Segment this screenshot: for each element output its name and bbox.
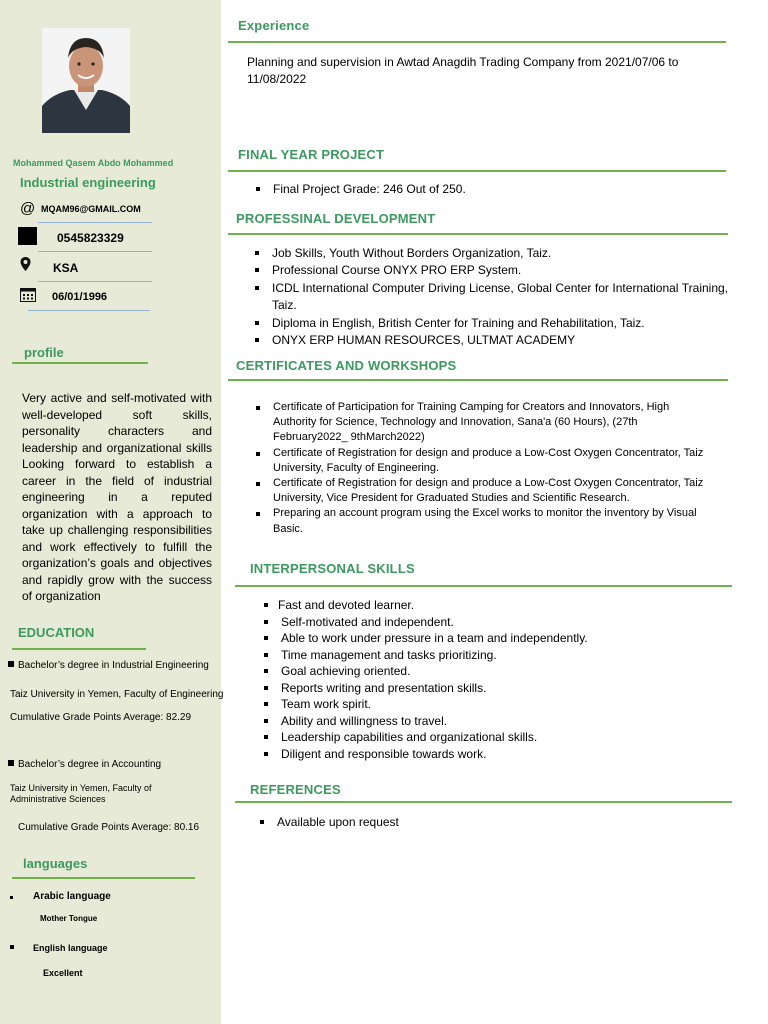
- skills-heading: INTERPERSONAL SKILLS: [250, 561, 415, 576]
- location-text: KSA: [53, 261, 79, 275]
- experience-text: Planning and supervision in Awtad Anagdih Trading Company from 2021/07/06 to 11/08/2022: [247, 55, 679, 86]
- square-bullet-icon: [8, 760, 14, 766]
- language-level: Excellent: [43, 968, 83, 978]
- cert-item: Preparing an account program using the Excel works to monitor the inventory by Visual Basic.: [247, 506, 715, 536]
- candidate-title: Industrial engineering: [20, 175, 156, 190]
- prodev-list: [246, 245, 728, 348]
- calendar-icon: [20, 287, 36, 302]
- language-level: Mother Tongue: [40, 914, 98, 923]
- education-gpa: Cumulative Grade Points Average: 80.16: [18, 822, 200, 833]
- profile-photo: [42, 28, 130, 133]
- project-rule: [228, 170, 726, 172]
- languages-heading: languages: [23, 856, 88, 871]
- prodev-rule: [228, 233, 728, 235]
- cert-item: Certificate of Participation for Training Camping for Creators and Innovators, High Authority for Science, Technology and Innovation, Sana'a (60 Hours), (27th February2022_ 9thMarch2022): [247, 400, 715, 446]
- education-degree: Bachelor’s degree in Accounting: [18, 759, 162, 770]
- prodev-item: ONYX ERP HUMAN RESOURCES, ULTMAT ACADEMY: [246, 332, 728, 349]
- project-list: [247, 181, 717, 198]
- skills-list: [255, 597, 725, 762]
- at-icon: @: [20, 200, 36, 217]
- languages-rule: [12, 877, 195, 879]
- cert-list: [247, 400, 715, 537]
- prodev-heading: PROFESSINAL DEVELOPMENT: [236, 211, 436, 226]
- skill-item: Leadership capabilities and organizational skills.: [255, 729, 725, 746]
- prodev-item: Professional Course ONYX PRO ERP System.: [246, 262, 728, 279]
- experience-rule: [228, 41, 726, 43]
- education-item: [8, 759, 220, 833]
- education-school: Taiz University in Yemen, Faculty of Administrative Sciences: [10, 783, 152, 804]
- references-heading: REFERENCES: [250, 782, 341, 797]
- references-rule: [235, 801, 732, 803]
- cert-heading: CERTIFICATES AND WORKSHOPS: [236, 358, 457, 373]
- prodev-item: ICDL International Computer Driving License, Global Center for International Training, Taiz.: [246, 280, 728, 313]
- education-item: [8, 660, 224, 723]
- project-heading: FINAL YEAR PROJECT: [238, 147, 385, 162]
- location-pin-icon: [20, 257, 31, 271]
- language-name: Arabic language: [33, 891, 111, 902]
- skills-rule: [235, 585, 732, 587]
- education-gpa: Cumulative Grade Points Average: 82.29: [10, 712, 192, 723]
- candidate-name: Mohammed Qasem Abdo Mohammed: [13, 158, 174, 168]
- reference-item: Available upon request: [251, 814, 721, 831]
- skill-item: Able to work under pressure in a team and independently.: [255, 630, 725, 647]
- project-item: Final Project Grade: 246 Out of 250.: [247, 181, 717, 198]
- references-list: [251, 814, 721, 831]
- square-bullet-icon: [8, 661, 14, 667]
- language-name: English language: [33, 943, 108, 953]
- email-text[interactable]: MQAM96@GMAIL.COM: [41, 204, 141, 214]
- education-degree: Bachelor’s degree in Industrial Engineering: [18, 660, 209, 671]
- profile-rule: [12, 362, 148, 364]
- skill-item: Time management and tasks prioritizing.: [255, 647, 725, 664]
- experience-heading: Experience: [238, 18, 310, 33]
- divider: [28, 310, 150, 311]
- sidebar: [0, 0, 224, 1024]
- divider: [38, 251, 152, 252]
- phone-text: 0545823329: [57, 231, 124, 245]
- birthdate-text: 06/01/1996: [52, 291, 108, 303]
- phone-icon: [18, 227, 37, 245]
- cert-rule: [228, 379, 728, 381]
- profile-text: Very active and self-motivated with well-developed soft skills, personality characters and leadership and organizational skills Looking forward to establish a career in the field of industrial engineering in a reputed organization with a approach to take up challenging responsibilities and work effectively to fulfill the organization’s goals and objectives and rapidly grow with the success of organization: [22, 391, 212, 603]
- skill-item: Goal achieving oriented.: [255, 663, 725, 680]
- divider: [38, 222, 152, 223]
- prodev-item: Diploma in English, British Center for Training and Rehabilitation, Taiz.: [246, 315, 728, 332]
- cert-item: Certificate of Registration for design and produce a Low-Cost Oxygen Concentrator, Taiz University, Vice President for Graduated Studies and Scientific Research.: [247, 476, 715, 506]
- education-rule: [12, 648, 146, 650]
- skill-item: Fast and devoted learner.: [255, 597, 725, 614]
- cert-item: Certificate of Registration for design and produce a Low-Cost Oxygen Concentrator, Taiz University, Faculty of Engineering.: [247, 446, 715, 476]
- bullet-icon: [10, 945, 14, 949]
- skill-item: Self-motivated and independent.: [255, 614, 725, 631]
- skill-item: Diligent and responsible towards work.: [255, 746, 725, 763]
- profile-heading: profile: [24, 345, 64, 360]
- education-school: Taiz University in Yemen, Faculty of Engineering: [10, 689, 224, 700]
- prodev-item: Job Skills, Youth Without Borders Organization, Taiz.: [246, 245, 728, 262]
- skill-item: Team work spirit.: [255, 696, 725, 713]
- skill-item: Ability and willingness to travel.: [255, 713, 725, 730]
- divider: [38, 281, 152, 282]
- education-heading: EDUCATION: [18, 625, 95, 640]
- skill-item: Reports writing and presentation skills.: [255, 680, 725, 697]
- bullet-icon: [10, 896, 13, 899]
